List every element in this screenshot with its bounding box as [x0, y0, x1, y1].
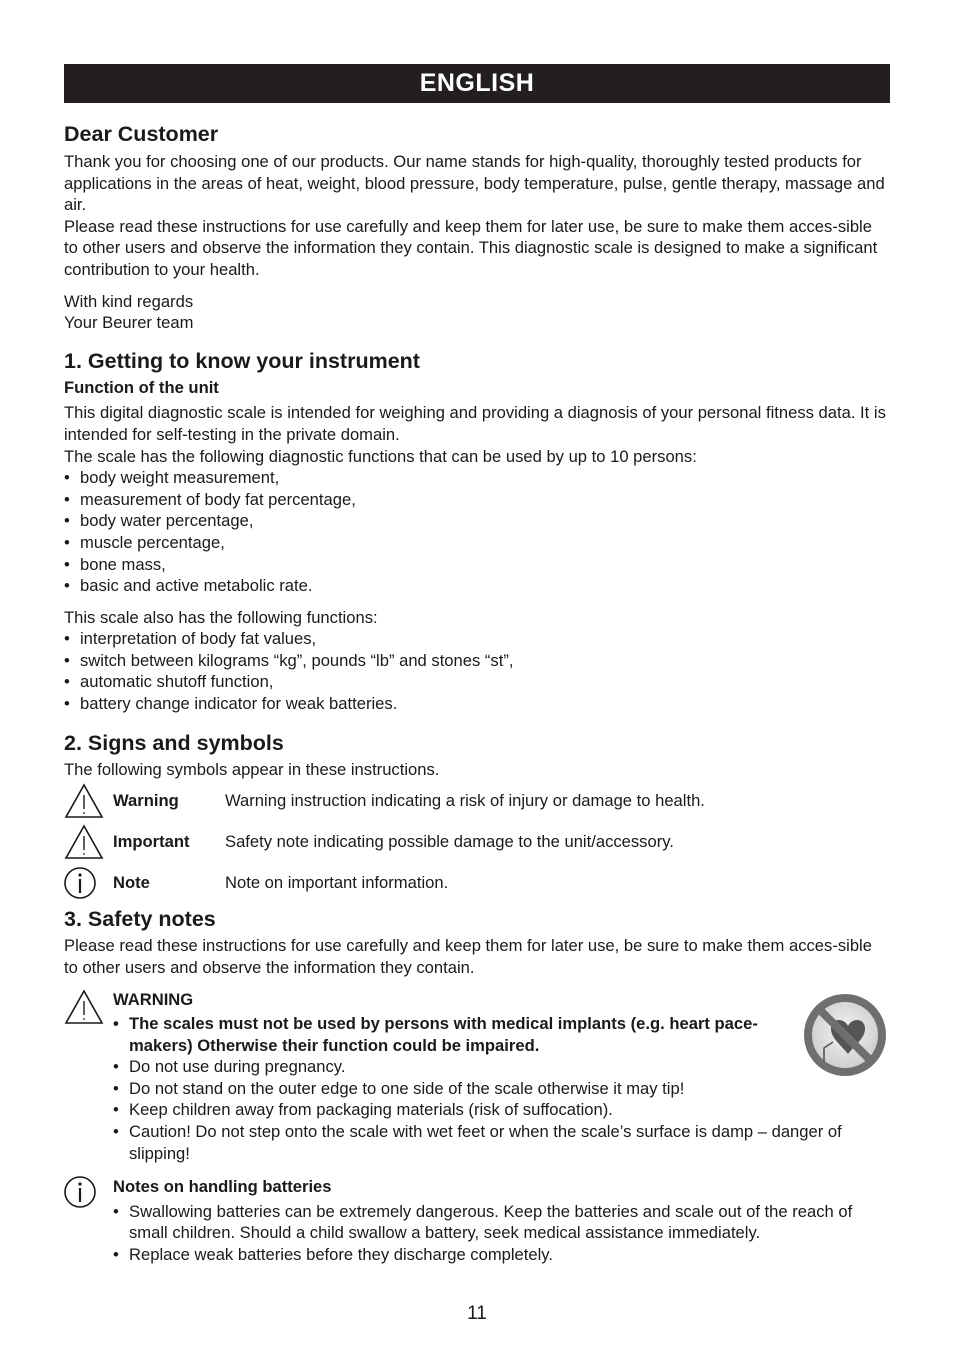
symbol-row-important: [64, 821, 890, 862]
section1-paragraph-3: This scale also has the following functions:: [64, 607, 378, 627]
section1-subtitle: Function of the unit: [64, 377, 219, 397]
warning-block: [64, 989, 890, 1164]
info-icon: [64, 1174, 100, 1216]
list-item: • bone mass,: [64, 554, 890, 576]
symbol-description: Safety note indicating possible damage to the unit/accessory.: [225, 831, 674, 851]
section2-title: 2. Signs and symbols: [64, 730, 284, 755]
section-signs-symbols: [64, 729, 890, 904]
language-label: ENGLISH: [419, 68, 535, 97]
section3-intro: Please read these instructions for use carefully and keep them for later use, be sure to make them acces-sible to other users and observe the information they contain.: [64, 936, 872, 977]
symbol-label: Important: [113, 831, 190, 851]
list-item: • muscle percentage,: [64, 532, 890, 554]
list-item: • switch between kilograms “kg”, pounds “lb” and stones “st”,: [64, 650, 890, 672]
regards-line-2: Your Beurer team: [64, 313, 194, 333]
symbol-description: Warning instruction indicating a risk of injury or damage to health.: [225, 790, 705, 810]
regards-line-1: With kind regards: [64, 291, 194, 311]
warning-triangle-icon: [64, 821, 113, 862]
manual-page: [64, 64, 890, 1266]
list-item: • battery change indicator for weak batteries.: [64, 693, 890, 715]
list-item: • body weight measurement,: [64, 467, 890, 489]
language-header: [64, 64, 890, 103]
list-item: • Keep children away from packaging materials (risk of suffocation).: [113, 1099, 890, 1121]
warning-list: [113, 1013, 890, 1164]
section2-intro: The following symbols appear in these instructions.: [64, 759, 440, 779]
no-pacemaker-icon: [802, 992, 888, 1078]
list-item: • body water percentage,: [64, 510, 890, 532]
other-functions-list: [64, 628, 890, 714]
warning-triangle-icon: [64, 780, 113, 821]
batteries-block: [64, 1176, 890, 1265]
list-item: • basic and active metabolic rate.: [64, 575, 890, 597]
section1-paragraph-2: The scale has the following diagnostic functions that can be used by up to 10 persons:: [64, 446, 697, 466]
symbol-label: Note: [113, 872, 150, 892]
section-safety-notes: [64, 905, 890, 1265]
list-item: • The scales must not be used by persons with medical implants (e.g. heart pace-makers) Otherwise their function could be impaired.: [113, 1013, 785, 1056]
warning-title: WARNING: [113, 990, 194, 1010]
symbol-row-note: [64, 862, 890, 903]
section1-paragraph-1: This digital diagnostic scale is intended for weighing and providing a diagnosis of your personal fitness data. It is intended for self-testing in the private domain.: [64, 403, 886, 444]
section1-title: 1. Getting to know your instrument: [64, 348, 420, 373]
list-item: • automatic shutoff function,: [64, 671, 890, 693]
batteries-title: Notes on handling batteries: [113, 1177, 332, 1197]
warning-triangle-icon: [64, 989, 104, 1031]
intro-paragraph-2: Please read these instructions for use carefully and keep them for later use, be sure to make them acces-sible to other users and observe the information they contain. This diagnostic scale is designed to make a significant contribution to your health.: [64, 216, 878, 279]
list-item: • Do not stand on the outer edge to one side of the scale otherwise it may tip!: [113, 1078, 890, 1100]
list-item: • Do not use during pregnancy.: [113, 1056, 785, 1078]
list-item: • Replace weak batteries before they discharge completely.: [113, 1244, 890, 1266]
list-item: • Swallowing batteries can be extremely dangerous. Keep the batteries and scale out of the reach of small children. Should a child swallow a battery, seek medical assistance immediately.: [113, 1201, 890, 1244]
info-icon: [64, 862, 113, 903]
symbol-label: Warning: [113, 790, 179, 810]
section-getting-to-know: [64, 347, 890, 715]
list-item: • measurement of body fat percentage,: [64, 489, 890, 511]
symbol-row-warning: [64, 780, 890, 821]
batteries-list: [113, 1201, 890, 1266]
intro-section: [64, 120, 890, 334]
diagnostic-functions-list: [64, 467, 890, 597]
intro-paragraph-1: Thank you for choosing one of our products. Our name stands for high-quality, thoroughly tested products for applications in the areas of heat, weight, blood pressure, body temperature, pulse, gentle therapy, massage and air.: [64, 152, 885, 215]
list-item: • interpretation of body fat values,: [64, 628, 890, 650]
page-number: 11: [467, 1303, 487, 1324]
intro-title: Dear Customer: [64, 122, 219, 146]
list-item: • Caution! Do not step onto the scale with wet feet or when the scale’s surface is damp – danger of slipping!: [113, 1121, 890, 1164]
symbol-description: Note on important information.: [225, 872, 449, 892]
section3-title: 3. Safety notes: [64, 907, 216, 932]
